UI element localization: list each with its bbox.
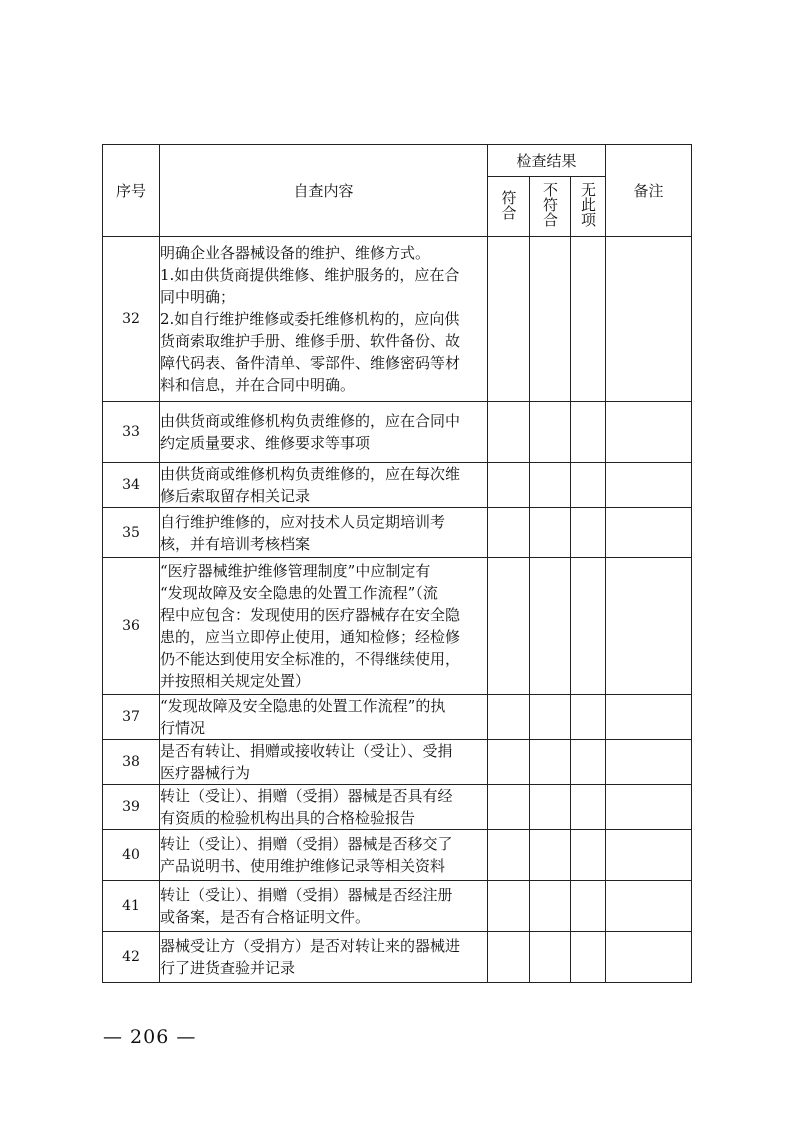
row-number: 42 (103, 932, 160, 983)
remark-cell[interactable] (606, 881, 692, 932)
remark-cell[interactable] (606, 932, 692, 983)
not-conform-cell[interactable] (530, 558, 571, 695)
row-number: 33 (103, 402, 160, 463)
content-line: “发现故障及安全隐患的处置工作流程”的执 (160, 697, 446, 715)
content-line: 行情况 (160, 719, 206, 737)
remark-cell[interactable] (606, 830, 692, 881)
not-applicable-cell[interactable] (571, 463, 606, 508)
not-applicable-cell[interactable] (571, 402, 606, 463)
check-content (160, 830, 488, 881)
table-row (103, 785, 692, 830)
not-conform-cell[interactable] (530, 881, 571, 932)
check-content (160, 402, 488, 463)
remark-cell[interactable] (606, 237, 692, 402)
row-number: 34 (103, 463, 160, 508)
not-conform-cell[interactable] (530, 237, 571, 402)
content-line: 约定质量要求、维修要求等事项 (160, 434, 371, 452)
check-content (160, 932, 488, 983)
content-line: 程中应包含：发现使用的医疗器械存在安全隐 (160, 606, 461, 624)
not-conform-cell[interactable] (530, 740, 571, 785)
check-content (160, 881, 488, 932)
content-line: 是否有转让、捐赠或接收转让（受让）、受捐 (160, 742, 453, 760)
row-number: 41 (103, 881, 160, 932)
table-row (103, 740, 692, 785)
header-conform: 符合 (488, 177, 530, 237)
content-line: 并按照相关规定处置） (160, 672, 311, 690)
not-applicable-cell[interactable] (571, 740, 606, 785)
table-row (103, 881, 692, 932)
table-row (103, 402, 692, 463)
content-line: 仍不能达到使用安全标准的，不得继续使用， (160, 650, 461, 668)
not-applicable-cell[interactable] (571, 695, 606, 740)
check-content (160, 695, 488, 740)
not-applicable-cell[interactable] (571, 932, 606, 983)
content-line: 器械受让方（受捐方）是否对转让来的器械进 (160, 937, 461, 955)
check-content (160, 558, 488, 695)
not-applicable-cell[interactable] (571, 237, 606, 402)
table-row (103, 695, 692, 740)
row-number: 36 (103, 558, 160, 695)
remark-cell[interactable] (606, 695, 692, 740)
remark-cell[interactable] (606, 785, 692, 830)
conform-cell[interactable] (488, 237, 530, 402)
content-line: 障代码表、备件清单、零部件、维修密码等材 (160, 354, 461, 372)
remark-cell[interactable] (606, 558, 692, 695)
not-conform-cell[interactable] (530, 830, 571, 881)
table-row (103, 932, 692, 983)
header-not-applicable: 无此项 (571, 177, 606, 237)
check-content (160, 508, 488, 558)
conform-cell[interactable] (488, 558, 530, 695)
content-line: 医疗器械行为 (160, 764, 251, 782)
content-line: 修后索取留存相关记录 (160, 487, 311, 505)
content-line: 1.如由供货商提供维修、维护服务的，应在合 (160, 266, 460, 284)
remark-cell[interactable] (606, 463, 692, 508)
content-line: 转让（受让）、捐赠（受捐）器械是否移交了 (160, 835, 453, 853)
not-conform-cell[interactable] (530, 402, 571, 463)
content-line: 由供货商或维修机构负责维修的，应在合同中 (160, 412, 461, 430)
content-line: “发现故障及安全隐患的处置工作流程”（流 (160, 584, 438, 602)
conform-cell[interactable] (488, 402, 530, 463)
conform-cell[interactable] (488, 881, 530, 932)
not-conform-cell[interactable] (530, 695, 571, 740)
table-row (103, 237, 692, 402)
not-applicable-cell[interactable] (571, 508, 606, 558)
table-row (103, 463, 692, 508)
check-content (160, 785, 488, 830)
row-number: 38 (103, 740, 160, 785)
content-line: 患的，应当立即停止使用，通知检修；经检修 (160, 628, 461, 646)
remark-cell[interactable] (606, 508, 692, 558)
table-row (103, 558, 692, 695)
row-number: 32 (103, 237, 160, 402)
content-line: “医疗器械维护维修管理制度”中应制定有 (160, 562, 431, 580)
content-line: 有资质的检验机构出具的合格检验报告 (160, 809, 416, 827)
content-line: 产品说明书、使用维护维修记录等相关资料 (160, 857, 446, 875)
content-line: 自行维护维修的，应对技术人员定期培训考 (160, 512, 446, 531)
table-row (103, 508, 692, 558)
header-content: 自查内容 (160, 145, 488, 237)
header-remark: 备注 (606, 145, 692, 237)
remark-cell[interactable] (606, 402, 692, 463)
not-conform-cell[interactable] (530, 508, 571, 558)
not-applicable-cell[interactable] (571, 785, 606, 830)
not-applicable-cell[interactable] (571, 881, 606, 932)
not-conform-cell[interactable] (530, 463, 571, 508)
row-number: 37 (103, 695, 160, 740)
header-result-group: 检查结果 (488, 145, 606, 177)
check-content (160, 237, 488, 402)
conform-cell[interactable] (488, 463, 530, 508)
check-content (160, 463, 488, 508)
row-number: 39 (103, 785, 160, 830)
content-line: 料和信息，并在合同中明确。 (160, 376, 356, 394)
content-line: 明确企业各器械设备的维护、维修方式。 (160, 244, 431, 262)
table-row (103, 830, 692, 881)
content-line: 转让（受让）、捐赠（受捐）器械是否经注册 (160, 886, 453, 904)
conform-cell[interactable] (488, 508, 530, 558)
check-content (160, 740, 488, 785)
not-applicable-cell[interactable] (571, 830, 606, 881)
conform-cell[interactable] (488, 740, 530, 785)
conform-cell[interactable] (488, 695, 530, 740)
content-line: 或备案，是否有合格证明文件。 (160, 908, 371, 926)
content-line: 转让（受让）、捐赠（受捐）器械是否具有经 (160, 787, 453, 805)
not-conform-cell[interactable] (530, 932, 571, 983)
not-applicable-cell[interactable] (571, 558, 606, 695)
content-line: 同中明确； (160, 288, 236, 306)
content-line: 货商索取维护手册、维修手册、软件备份、故 (160, 332, 461, 350)
content-line: 2.如自行维护维修或委托维修机构的，应向供 (160, 310, 460, 328)
conform-cell[interactable] (488, 830, 530, 881)
conform-cell[interactable] (488, 932, 530, 983)
content-line: 核，并有培训考核档案 (160, 534, 311, 553)
page-number: — 206 — (103, 1026, 197, 1048)
row-number: 40 (103, 830, 160, 881)
content-line: 由供货商或维修机构负责维修的，应在每次维 (160, 465, 461, 483)
header-seq: 序号 (103, 145, 160, 237)
self-check-table (102, 144, 692, 983)
header-not-conform: 不符合 (530, 177, 571, 237)
content-line: 行了进货查验并记录 (160, 959, 296, 977)
not-conform-cell[interactable] (530, 785, 571, 830)
conform-cell[interactable] (488, 785, 530, 830)
row-number: 35 (103, 508, 160, 558)
remark-cell[interactable] (606, 740, 692, 785)
